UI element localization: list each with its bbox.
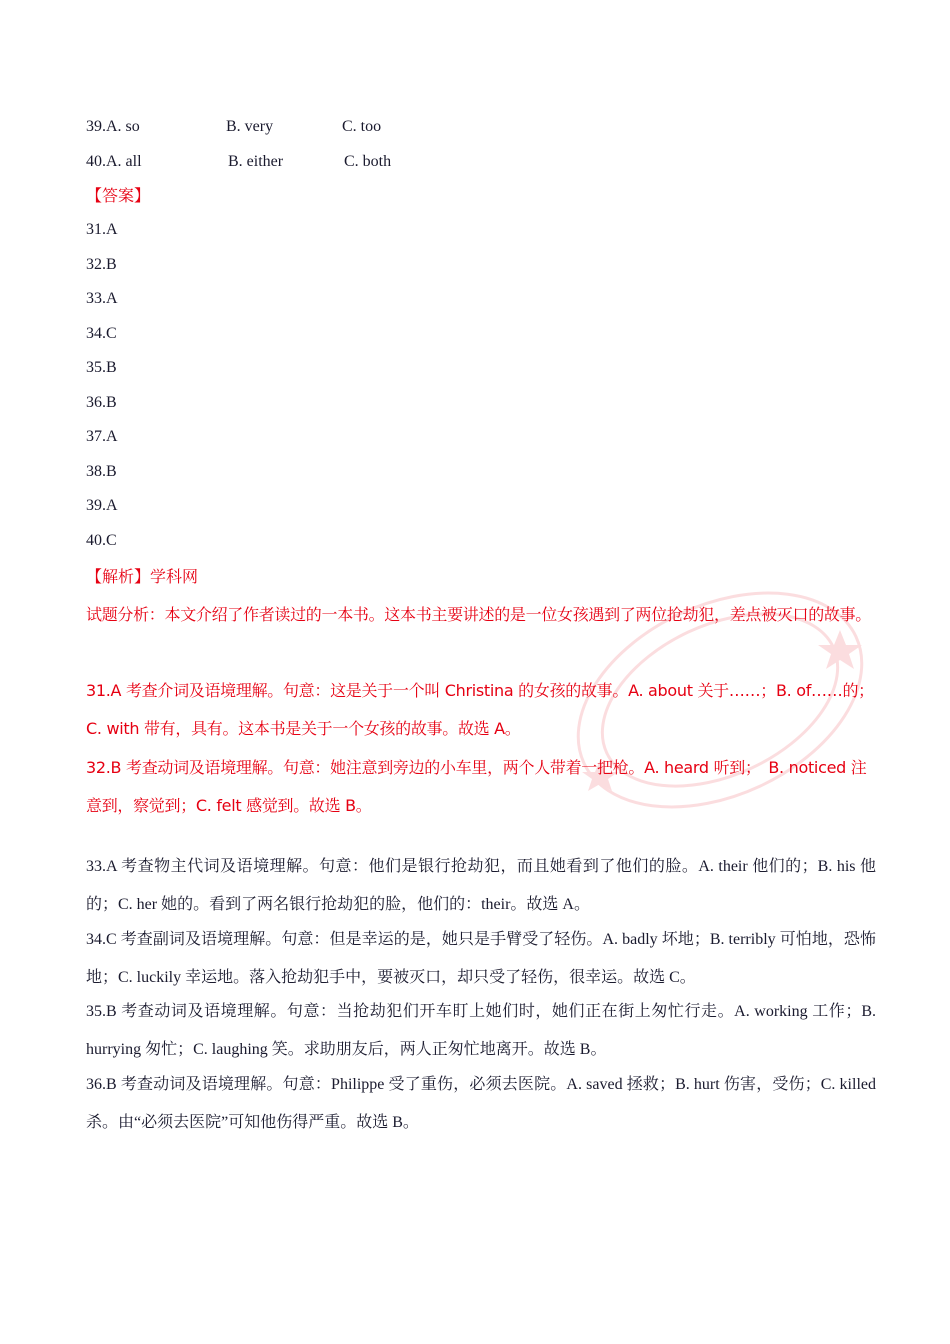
- answer-item: 31.A: [86, 221, 118, 238]
- analysis-item-36: 36.B 考查动词及语境理解。句意：Philippe 受了重伤，必须去医院。A. saved 拯救；B. hurt 伤害，受伤；C. killed 杀。由“必须去医院”可知他伤得严重。故选 B。: [86, 1076, 876, 1131]
- answer-item: 40.C: [86, 532, 117, 549]
- analysis-header: 【解析】学科网: [86, 567, 199, 586]
- answer-item: 38.B: [86, 463, 117, 480]
- answer-item: 37.A: [86, 428, 118, 445]
- analysis-item-31: 31.A 考查介词及语境理解。句意：这是关于一个叫 Christina 的女孩的故事。A. about 关于……；B. of……的；C. with 带有，具有。这本书是关于一个女孩的故事。故选 A。: [86, 681, 874, 738]
- question-40-option-b: B. either: [228, 153, 284, 170]
- answer-item: 34.C: [86, 325, 117, 342]
- analysis-summary: 试题分析：本文介绍了作者读过的一本书。这本书主要讲述的是一位女孩遇到了两位抢劫犯，差点被灭口的故事。: [86, 605, 872, 624]
- question-40-option-c: C. both: [344, 153, 392, 170]
- analysis-item-35: 35.B 考查动词及语境理解。句意：当抢劫犯们开车盯上她们时，她们正在街上匆忙行走。A. working 工作；B. hurrying 匆忙；C. laughing 笑。求助朋友后，两人正匆忙地离开。故选 B。: [86, 1003, 876, 1058]
- analysis-item-34: 34.C 考查副词及语境理解。句意：但是幸运的是，她只是手臂受了轻伤。A. badly 坏地；B. terribly 可怕地，恐怖地；C. luckily 幸运地。落入抢劫犯手中，要被灭口，却只受了轻伤，很幸运。故选 C。: [86, 931, 876, 986]
- answer-item: 39.A: [86, 497, 118, 514]
- analysis-item-33: 33.A 考查物主代词及语境理解。句意：他们是银行抢劫犯，而且她看到了他们的脸。A. their 他们的；B. his 他的；C. her 她的。看到了两名银行抢劫犯的脸，他们的：their。故选 A。: [86, 858, 876, 913]
- answer-header: 【答案】: [86, 186, 151, 205]
- analysis-item-32: 32.B 考查动词及语境理解。句意：她注意到旁边的小车里，两个人带着一把枪。A. heard 听到； B. noticed 注意到，察觉到；C. felt 感觉到。故选 B。: [86, 758, 867, 815]
- answer-item: 33.A: [86, 290, 118, 307]
- question-39-option-a: 39.A. so: [86, 118, 140, 135]
- answer-item: 36.B: [86, 394, 117, 411]
- question-40: [86, 152, 392, 172]
- question-40-option-a: 40.A. all: [86, 153, 142, 170]
- answer-item: 32.B: [86, 256, 117, 273]
- question-39: [86, 117, 382, 137]
- question-39-option-c: C. too: [342, 118, 382, 135]
- question-39-option-b: B. very: [226, 118, 274, 135]
- answer-item: 35.B: [86, 359, 117, 376]
